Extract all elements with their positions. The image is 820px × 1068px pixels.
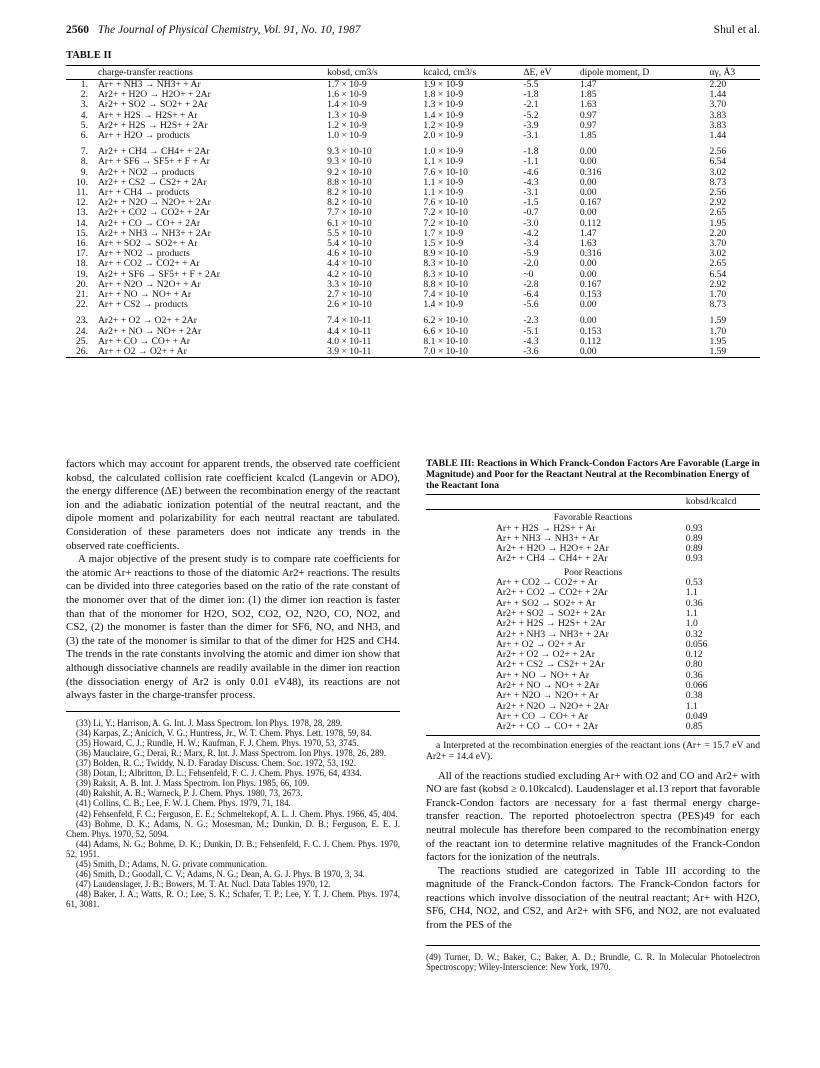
table-cell: 2.65 (709, 207, 727, 219)
table-cell: 1.0 (685, 618, 698, 630)
table-cell: Ar+ + CH4 → products (98, 187, 190, 199)
table-cell: 0.00 (579, 146, 597, 158)
table-cell: Ar+ + CO → CO+ + Ar (98, 335, 190, 347)
table-cell: 0.89 (685, 543, 703, 555)
table-cell: 2.7 × 10-10 (327, 289, 372, 301)
table-ii (66, 65, 760, 358)
table-ii-column-header: αγ, Å3 (707, 66, 760, 80)
table-cell: Ar+ + CS2 → products (98, 299, 188, 311)
table-cell: 2. (80, 89, 88, 101)
table-cell: 1.1 × 10-9 (423, 156, 464, 168)
table-cell: 1.63 (579, 238, 597, 250)
table-cell: 1.7 × 10-9 (423, 227, 464, 239)
table-cell: 1.85 (579, 130, 597, 142)
table-cell: -1.1 (523, 156, 539, 168)
table-cell: Ar2+ + NH3 → NH3+ + 2Ar (98, 227, 211, 239)
table-cell: 1.1 × 10-9 (423, 187, 464, 199)
table-ii-column-header: ΔE, eV (521, 66, 577, 80)
table-cell: 0.38 (685, 690, 703, 702)
table-cell: 1.6 × 10-9 (327, 89, 367, 101)
table-cell: 0.36 (685, 669, 703, 681)
reference-item: (47) Laudenslager, J. B.; Bowers, M. T. At. Nucl. Data Tables 1970, 12. (76, 879, 331, 890)
table-ii-column-header: dipole moment, D (578, 66, 708, 80)
table-iii-section-label: Favorable Reactions (553, 512, 633, 524)
table-cell: -4.2 (523, 227, 539, 239)
reference-item: (42) Fehsenfeld, F. C.; Ferguson, E. E.; Schmeltekopf, A. L. J. Chem. Phys. 1966, 45, 404. (76, 808, 398, 819)
table-cell: Ar2+ + SO2 → SO2+ + 2Ar (496, 607, 606, 619)
table-cell: 1.1 × 10-9 (423, 176, 464, 188)
table-cell: 8. (80, 156, 88, 168)
table-cell: 9.3 × 10-10 (327, 146, 372, 158)
table-iii-footnote: a Interpreted at the recombination energies of the reactant ions (Ar+ = 15.7 eV and Ar2+ = 14.4 eV). (426, 739, 760, 762)
table-cell: 8.2 × 10-10 (327, 187, 372, 199)
table-cell: 0.32 (685, 628, 703, 640)
table-cell: 24. (76, 325, 88, 337)
table-cell: 17. (76, 248, 88, 260)
table-cell: Ar2+ + CH4 → CH4+ + 2Ar (98, 146, 210, 158)
table-cell: Ar+ + O2 → O2+ + Ar (96, 347, 325, 358)
table-cell: 3.83 (709, 109, 727, 121)
table-cell: -2.0 (523, 258, 539, 270)
table-cell: 7.0 × 10-10 (421, 347, 521, 358)
table-cell: Ar+ + CO → CO+ + Ar (496, 710, 588, 722)
table-cell: 1. (80, 79, 88, 90)
table-cell: Ar+ + SF6 → SF5+ + F + Ar (98, 156, 210, 168)
table-ii-column-header: kcalcd, cm3/s (421, 66, 521, 80)
table-cell: 11. (76, 187, 88, 199)
table-cell: -4.3 (523, 176, 539, 188)
body-paragraph: The reactions studied are categorized in Table III according to the magnitude of the Franck-Condon factors. The Franck-Condon factors for reactions which involve dissociation of the neutral reactant; Ar+ with H2O, SF6, CH4, NO2, and CS2, and Ar2+ with SF6, and NO2, are not evaluated from the PES of the (426, 864, 760, 932)
table-cell: 5.4 × 10-10 (327, 238, 372, 250)
table-cell: 0.00 (579, 187, 597, 199)
table-cell: 0.153 (579, 289, 602, 301)
table-cell: 6.54 (709, 268, 727, 280)
table-cell: -5.9 (523, 248, 539, 260)
table-cell: Ar2+ + N2O → N2O+ + 2Ar (496, 700, 609, 712)
table-cell: 22. (76, 299, 88, 311)
table-cell: -0.7 (523, 207, 539, 219)
table-cell: 1.3 × 10-9 (327, 109, 367, 121)
table-cell: Ar2+ + N2O → N2O+ + 2Ar (98, 197, 211, 209)
table-ii-column-header: charge-transfer reactions (96, 66, 325, 80)
reference-item: (40) Rakshit, A. B.; Warneck, P. J. Chem. Phys. 1980, 73, 2673. (76, 788, 303, 799)
table-cell: 1.0 × 10-9 (423, 146, 464, 158)
table-cell: 1.4 × 10-9 (423, 109, 464, 121)
table-cell: 19. (76, 268, 88, 280)
table-cell: 18. (76, 258, 88, 270)
table-cell: 0.89 (685, 532, 703, 544)
table-cell: -5.5 (523, 79, 539, 90)
table-cell: -5.1 (523, 325, 539, 337)
table-cell: Ar+ + O2 → O2+ + Ar (496, 638, 585, 650)
reference-item: (33) Li, Y.; Harrison, A. G. Int. J. Mass Spectrom. Ion Phys. 1978, 28, 289. (76, 717, 343, 728)
table-cell: 8.73 (709, 299, 727, 311)
table-cell: 3. (80, 99, 88, 111)
table-cell: 3.70 (709, 238, 727, 250)
table-cell: 10. (76, 176, 88, 188)
table-cell: 2.56 (709, 187, 727, 199)
table-cell: 1.7 × 10-9 (327, 79, 367, 90)
table-cell: 4.2 × 10-10 (327, 268, 372, 280)
table-cell: 1.1 (685, 700, 698, 712)
table-cell: 1.44 (709, 130, 727, 142)
table-cell: -4.3 (523, 335, 539, 347)
table-cell: 7. (80, 146, 88, 158)
body-paragraph: All of the reactions studied excluding Ar+ with O2 and CO and Ar2+ with NO are fast (kobsd ≥ 0.10kcalcd). Laudenslager et al.13 report that favorable Franck-Condon factors are necessary for a fast thermal energy charge-transfer reaction. The reported photoelectron spectra (PES)49 for each neutral molecule has therefore been compared to the recombination energy of the reactant ion to determine relative magnitudes of the Franck-Condon factors for the ionization of the neutrals. (426, 769, 760, 864)
table-cell: 1.0 × 10-9 (327, 130, 367, 142)
table-cell: 0.167 (579, 197, 602, 209)
table-cell: 0.066 (685, 680, 708, 692)
table-cell: 7.7 × 10-10 (327, 207, 372, 219)
table-cell: 3.83 (709, 119, 727, 131)
table-cell: -3.6 (521, 347, 577, 358)
table-cell: Ar2+ + NO → NO+ + 2Ar (98, 325, 202, 337)
table-cell: 1.70 (709, 325, 727, 337)
running-authors: Shul et al. (713, 24, 760, 36)
table-cell: 26. (66, 347, 96, 358)
table-cell: Ar+ + SO2 → SO2+ + Ar (496, 597, 596, 609)
reference-item: (34) Karpas, Z.; Anicich, V. G.; Huntress, Jr., W. T. Chem. Phys. Lett. 1978, 59, 84. (76, 727, 372, 738)
table-cell: 9.2 × 10-10 (327, 166, 372, 178)
table-cell: Ar2+ + CO2 → CO2+ + 2Ar (98, 207, 210, 219)
reference-item: (38) Dotan, I.; Albritton, D. L.; Fehsenfeld, F. C. J. Chem. Phys. 1976, 64, 4334. (76, 768, 362, 779)
table-iii-column-header: kobsd/kcalcd (684, 495, 760, 510)
table-cell: Ar2+ + H2O → H2O+ + 2Ar (98, 89, 211, 101)
table-cell: 0.056 (685, 638, 708, 650)
table-cell: 1.2 × 10-9 (327, 119, 367, 131)
table-cell: 1.95 (709, 335, 727, 347)
table-cell: 1.4 × 10-9 (327, 99, 367, 111)
table-cell: 0.00 (579, 268, 597, 280)
table-cell: 6.2 × 10-10 (423, 315, 468, 327)
table-cell: 23. (76, 315, 88, 327)
table-cell: 16. (76, 238, 88, 250)
table-cell: 7.2 × 10-10 (423, 217, 468, 229)
table-cell: 0.316 (579, 248, 602, 260)
table-cell: -5.6 (523, 299, 539, 311)
table-cell: 1.1 (685, 587, 698, 599)
table-cell: 0.00 (579, 315, 597, 327)
running-header (66, 22, 760, 42)
table-cell: 0.53 (685, 577, 703, 589)
table-cell: 4.4 × 10-11 (327, 325, 372, 337)
table-cell: Ar+ + SO2 → SO2+ + Ar (98, 238, 198, 250)
journal-citation: The Journal of Physical Chemistry, Vol. 91, No. 10, 1987 (97, 24, 361, 36)
table-cell: 2.65 (709, 258, 727, 270)
reference-item: (41) Collins, C. B.; Lee, F. W. J. Chem. Phys. 1979, 71, 184. (76, 798, 291, 809)
table-cell: 0.85 (684, 722, 760, 735)
table-cell: 1.95 (709, 217, 727, 229)
table-cell: 1.4 × 10-9 (423, 299, 464, 311)
table-cell: Ar2+ + O2 → O2+ + 2Ar (98, 315, 197, 327)
table-cell: 12. (76, 197, 88, 209)
table-cell: 0.153 (579, 325, 602, 337)
table-cell: Ar2+ + H2O → H2O+ + 2Ar (496, 543, 609, 555)
reference-item: (39) Raksit, A. B. Int. J. Mass Spectrom. Ion Phys. 1985, 66, 109. (76, 778, 310, 789)
table-cell: 1.2 × 10-9 (423, 119, 464, 131)
table-row (426, 702, 760, 712)
reference-item: (37) Bolden, R. C.; Twiddy, N. D. Faraday Discuss. Chem. Soc. 1972, 53, 192. (76, 758, 356, 769)
table-cell: Ar2+ + CS2 → CS2+ + 2Ar (496, 659, 605, 671)
table-cell: 0.049 (685, 710, 708, 722)
table-cell: -5.2 (523, 109, 539, 121)
table-row (426, 660, 760, 670)
table-cell: Ar2+ + SF6 → SF5+ + F + 2Ar (98, 268, 220, 280)
table-cell: Ar+ + NO2 → products (98, 248, 190, 260)
table-cell: Ar2+ + NH3 → NH3+ + 2Ar (496, 628, 609, 640)
table-cell: 7.6 × 10-10 (423, 197, 468, 209)
table-cell: 1.1 (685, 607, 698, 619)
table-cell: 0.80 (685, 659, 703, 671)
table-cell: Ar2+ + CS2 → CS2+ + 2Ar (98, 176, 207, 188)
table-row (66, 300, 760, 310)
table-cell: Ar2+ + CO → CO+ + 2Ar (426, 722, 684, 735)
table-cell: Ar+ + CO2 → CO2+ + Ar (98, 258, 200, 270)
table-cell: 1.47 (579, 227, 597, 239)
table-cell: 21. (76, 289, 88, 301)
table-row (66, 347, 760, 358)
table-cell: -4.6 (523, 166, 539, 178)
table-row (426, 630, 760, 640)
reference-item: (44) Adams, N. G.; Bohme, D. K.; Dunkin, D. B.; Fehsenfeld, F. C. J. Chem. Phys. 1970, 52, 1951. (66, 838, 400, 859)
table-cell: 6.6 × 10-10 (423, 325, 468, 337)
table-cell: -3.9 (523, 119, 539, 131)
table-cell: Ar+ + NO → NO+ + Ar (496, 669, 590, 681)
table-cell: 15. (76, 227, 88, 239)
table-cell: -2.3 (523, 315, 539, 327)
table-cell: Ar+ + N2O → N2O+ + Ar (98, 278, 201, 290)
table-cell: 1.59 (707, 347, 760, 358)
table-cell: 0.112 (579, 335, 602, 347)
table-cell: 3.9 × 10-11 (325, 347, 421, 358)
table-cell: 3.3 × 10-10 (327, 278, 372, 290)
table-cell: 1.85 (579, 89, 597, 101)
left-column (66, 458, 400, 909)
table-cell: 8.2 × 10-10 (327, 197, 372, 209)
table-cell: 2.20 (709, 79, 727, 90)
table-cell: 2.92 (709, 278, 727, 290)
reference-item: (35) Howard, C. J.; Rundle, H. W.; Kaufman, F. J. Chem. Phys. 1970, 53, 3745. (76, 737, 359, 748)
table-cell: 8.73 (709, 176, 727, 188)
table-cell: 0.00 (578, 347, 708, 358)
table-cell: 5. (80, 119, 88, 131)
table-cell: 0.00 (579, 258, 597, 270)
journal-page (66, 22, 760, 972)
table-cell: -2.8 (523, 278, 539, 290)
reference-list (66, 711, 400, 910)
reference-item: (48) Baker, J. A.; Watts, R. O.; Lee, S. K.; Schafer, T. P.; Lee, Y. T. J. Chem. Phys. 1974, 61, 3081. (66, 889, 400, 910)
table-cell: 0.112 (579, 217, 602, 229)
table-cell: 7.2 × 10-10 (423, 207, 468, 219)
table-cell: Ar2+ + H2S → H2S+ + 2Ar (98, 119, 208, 131)
table-cell: 7.4 × 10-11 (327, 315, 372, 327)
table-cell: 5.5 × 10-10 (327, 227, 372, 239)
table-cell: Ar2+ + SO2 → SO2+ + 2Ar (98, 99, 208, 111)
table-cell: ~0 (523, 268, 534, 280)
table-cell: -6.4 (523, 289, 539, 301)
table-cell: 6. (80, 130, 88, 142)
table-cell: 0.00 (579, 176, 597, 188)
table-iii-header-row (426, 495, 760, 510)
reference-item: (49) Turner, D. W.; Baker, C.; Baker, A. D.; Brundle, C. R. In Molecular Photoelectron Spectroscopy; Wiley-Interscience: New York, 1970. (426, 945, 760, 972)
table-cell: 7.6 × 10-10 (423, 166, 468, 178)
table-cell: 9. (80, 166, 88, 178)
table-cell: Ar+ + H2S → H2S+ + Ar (496, 522, 596, 534)
reference-item: (43) Bohme, D. K.; Adams, N. G.; Mosesman, M.; Dunkin, D. B.; Ferguson, E. E. J. Chem. Phys. 1970, 52, 5094. (66, 818, 400, 839)
table-cell: 0.316 (579, 166, 602, 178)
table-cell: 20. (76, 278, 88, 290)
table-cell: -1.8 (523, 146, 539, 158)
table-cell: -1.5 (523, 197, 539, 209)
page-number: 2560 (66, 24, 89, 36)
table-cell: Ar2+ + NO2 → products (98, 166, 195, 178)
table-cell: 3.02 (709, 166, 727, 178)
table-cell: 1.70 (709, 289, 727, 301)
table-cell: Ar2+ + H2S → H2S+ + 2Ar (496, 618, 606, 630)
table-cell: 8.9 × 10-10 (423, 248, 468, 260)
table-cell: 1.3 × 10-9 (423, 99, 464, 111)
table-cell: 6.1 × 10-10 (327, 217, 372, 229)
table-iii-section-label: Poor Reactions (563, 566, 623, 578)
table-cell: 4.6 × 10-10 (327, 248, 372, 260)
table-cell: 2.6 × 10-10 (327, 299, 372, 311)
table-cell: Ar2+ + CO2 → CO2+ + 2Ar (496, 587, 608, 599)
table-cell: 2.56 (709, 146, 727, 158)
table-iii-title: TABLE III: Reactions in Which Franck-Condon Factors Are Favorable (Large in Magnitude) and Poor for the Reactant Neutral at the Recombination Energy of the Reactant Iona (426, 458, 760, 491)
table-cell: 14. (76, 217, 88, 229)
table-cell: 25. (76, 335, 88, 347)
table-cell: 9.3 × 10-10 (327, 156, 372, 168)
table-cell: 8.3 × 10-10 (423, 258, 468, 270)
table-cell: -3.1 (523, 187, 539, 199)
table-cell: Ar2+ + CO → CO+ + 2Ar (98, 217, 201, 229)
table-cell: 0.97 (579, 119, 597, 131)
table-ii-column-header (66, 66, 96, 80)
table-cell: 2.92 (709, 197, 727, 209)
table-cell: 4.0 × 10-11 (327, 335, 372, 347)
table-iii-header-blank (426, 495, 684, 510)
table-cell: 4. (80, 109, 88, 121)
table-cell: Ar+ + H2S → H2S+ + Ar (98, 109, 198, 121)
table-cell: 1.47 (579, 79, 597, 90)
table-ii-header-row (66, 66, 760, 80)
table-iii-section-row (426, 510, 760, 524)
table-cell: 1.9 × 10-9 (423, 79, 464, 90)
table-cell: Ar+ + NH3 → NH3+ + Ar (496, 532, 599, 544)
table-cell: 1.63 (579, 99, 597, 111)
table-cell: 0.00 (579, 207, 597, 219)
table-cell: Ar+ + H2O → products (98, 130, 190, 142)
table-cell: Ar2+ + CH4 → CH4+ + 2Ar (496, 553, 608, 565)
body-paragraph: factors which may account for apparent trends, the observed rate coefficient kobsd, the calculated collision rate coefficient kcalcd (Langevin or ADO), the energy difference (ΔE) between the recombination energy of the reactant ion and the adiabatic ionization potential of the neutral reactant, and the dipole moment and polarizability for each neutral reactant are tabulated. Consideration of these parameters does not indicate any trends in the observed rate coefficients. (66, 458, 400, 552)
right-column (426, 458, 760, 972)
table-cell: 0.36 (685, 597, 703, 609)
table-cell: 2.20 (709, 227, 727, 239)
table-row (66, 131, 760, 141)
table-ii-column-header: kobsd, cm3/s (325, 66, 421, 80)
table-cell: 1.44 (709, 89, 727, 101)
table-cell: 1.8 × 10-9 (423, 89, 464, 101)
table-cell: 7.4 × 10-10 (423, 289, 468, 301)
table-iii-section-row (426, 565, 760, 578)
table-cell: 0.93 (685, 522, 703, 534)
table-cell: -3.1 (523, 130, 539, 142)
table-cell: 2.0 × 10-9 (423, 130, 464, 142)
table-cell: -3.0 (523, 217, 539, 229)
table-cell: 13. (76, 207, 88, 219)
table-cell: 0.00 (579, 299, 597, 311)
table-iii (426, 494, 760, 736)
table-cell: 8.3 × 10-10 (423, 268, 468, 280)
table-ii-title: TABLE II (66, 50, 112, 61)
table-cell: Ar+ + N2O → N2O+ + Ar (496, 690, 599, 702)
table-row (426, 722, 760, 735)
table-cell: 0.97 (579, 109, 597, 121)
table-cell: 1.59 (709, 315, 727, 327)
table-row (426, 554, 760, 564)
table-cell: Ar+ + NH3 → NH3+ + Ar (98, 79, 201, 90)
table-cell: 3.02 (709, 248, 727, 260)
table-cell: 8.8 × 10-10 (327, 176, 372, 188)
reference-item: (36) Mauclaire, G.; Derai, R.; Marx, R. Int. J. Mass Spectrom. Ion Phys. 1978, 26, 289. (76, 747, 387, 758)
table-cell: 0.167 (579, 278, 602, 290)
table-cell: 4.4 × 10-10 (327, 258, 372, 270)
table-cell: -3.4 (523, 238, 539, 250)
table-cell: 8.1 × 10-10 (423, 335, 468, 347)
table-cell: 1.5 × 10-9 (423, 238, 464, 250)
table-cell: 6.54 (709, 156, 727, 168)
table-cell: 8.8 × 10-10 (423, 278, 468, 290)
table-cell: -1.8 (523, 89, 539, 101)
body-paragraph: A major objective of the present study is to compare rate coefficients for the atomic Ar+ reactions to those of the diatomic Ar2+ reactions. The results can be divided into three categories based on the ratio of the rate constant of the monomer over that of the dimer ion: (1) the dimer ion reaction is faster than that of the monomer for H2O, SO2, CO2, O2, N2O, CO, NO2, and CS2, (2) the monomer is faster than the dimer for SF6, NO, and NH3, and (3) the rate of the monomer is similar to that of the dimer for H2S and CH4. The trends in the rate constants involving the atomic and dimer ion show that although dissociative channels are readily available in the dimer ion reaction (the dissociation energy of Ar2 is only 0.01 eV48), its reactions are not always faster in the charge-transfer process. (66, 553, 400, 702)
table-cell: Ar2+ + O2 → O2+ + 2Ar (496, 649, 595, 661)
table-cell: 0.12 (685, 649, 703, 661)
reference-item: (46) Smith, D.; Goodall, C. V.; Adams, N. G.; Dean, A. G. J. Phys. B 1970, 3, 34. (76, 869, 365, 880)
table-cell: -2.1 (523, 99, 539, 111)
table-cell: Ar2+ + NO → NO+ + 2Ar (496, 680, 600, 692)
reference-item: (45) Smith, D.; Adams, N. G. private communication. (76, 859, 268, 869)
table-cell: 3.70 (709, 99, 727, 111)
table-cell: 0.93 (685, 553, 703, 565)
table-cell: 0.00 (579, 156, 597, 168)
table-cell: Ar+ + NO → NO+ + Ar (98, 289, 192, 301)
table-cell: Ar+ + CO2 → CO2+ + Ar (496, 577, 598, 589)
